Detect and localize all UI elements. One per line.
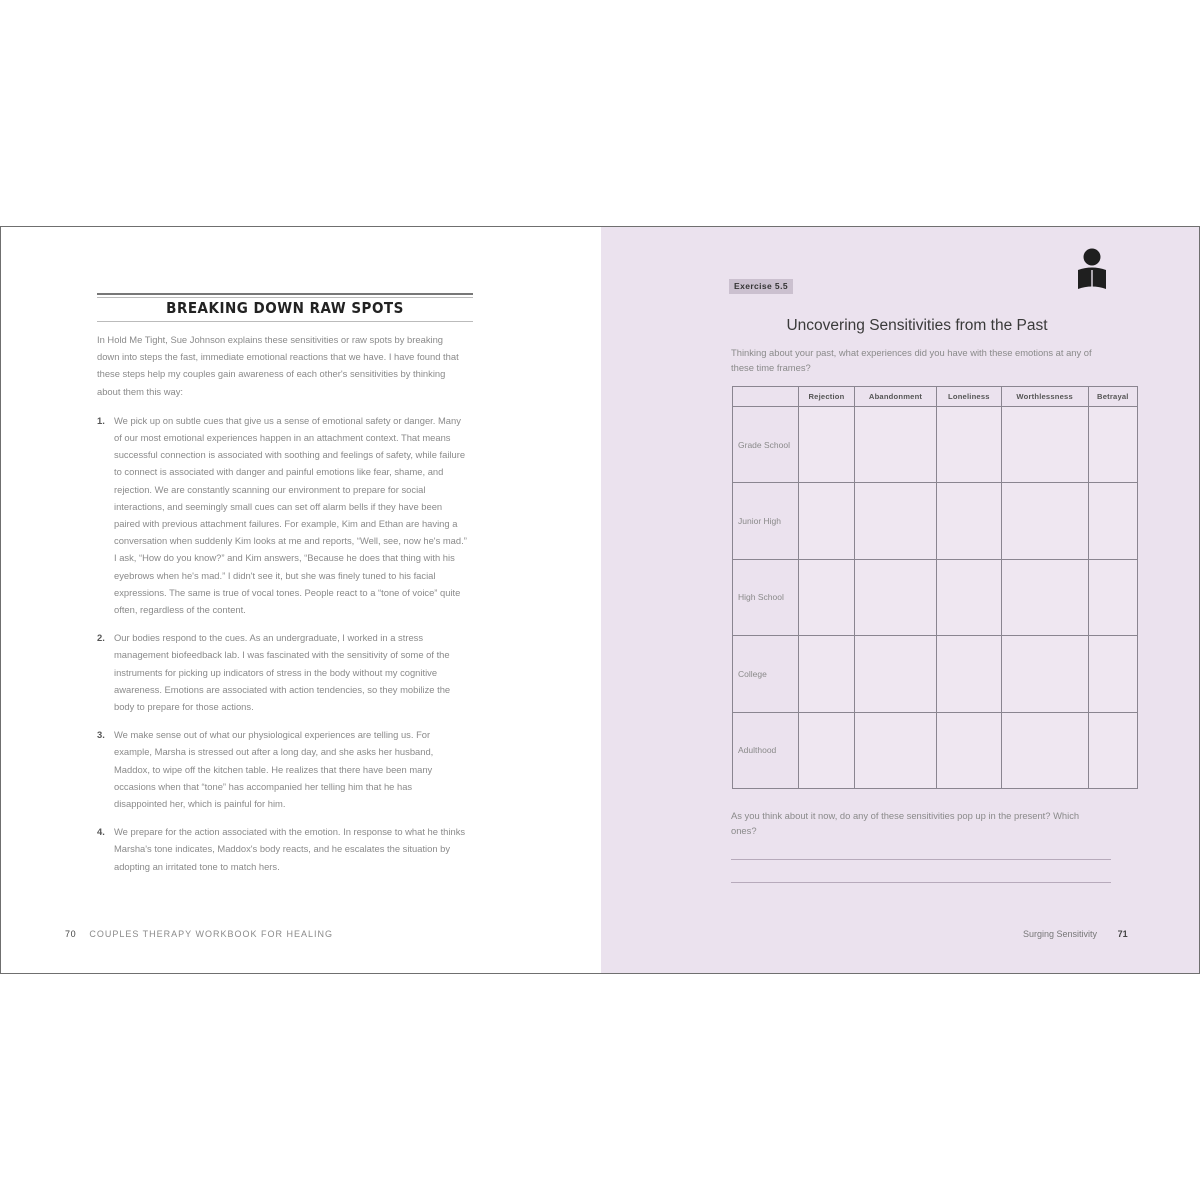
left-page xyxy=(1,227,601,973)
answer-cell[interactable] xyxy=(1088,407,1137,483)
running-header-chapter: Surging Sensitivity xyxy=(1023,929,1098,939)
table-header-row xyxy=(733,387,1138,407)
column-header: Betrayal xyxy=(1088,387,1137,407)
list-number: 3. xyxy=(97,729,105,741)
answer-cell[interactable] xyxy=(799,483,855,559)
list-item-text: Our bodies respond to the cues. As an undergraduate, I worked in a stress management biofeedback lab. I was fascinated with the sensitivity of some of the instruments for picking up indicators of stress in the body without my cognitive awareness. Emotions are associated with action tendencies, so they mobilize the body to prepare for those actions. xyxy=(114,632,451,713)
table-row xyxy=(733,559,1138,635)
title-rule xyxy=(97,297,473,298)
person-reading-icon xyxy=(1075,248,1109,292)
book-spread xyxy=(0,226,1200,974)
table-row xyxy=(733,407,1138,483)
list-item-text: We pick up on subtle cues that give us a sense of emotional safety or danger. Many of our most emotional experiences happen in an attachment context. That means successful connection is associated with soothing and feelings of safety, while failure to connect is associated with danger and painful emotions like fear, shame, and rejection. We are constantly scanning our environment to prepare for social interactions, and seemingly small cues can set off alarm bells if they have been paired with previous attachment failures. For example, Kim and Ethan are having a conversation when suddenly Kim looks at me and reports, “Well, see, now he's mad.” I ask, “How do you know?” and Kim answers, “Because he does that thing with his eyebrows when he's mad.” I didn't see it, but she was finely tuned to his facial expressions. The same is true of vocal tones. People react to a “tone of voice” quite often, regardless of the content. xyxy=(114,414,467,616)
answer-cell[interactable] xyxy=(799,636,855,712)
list-number: 4. xyxy=(97,826,105,838)
table-row xyxy=(733,483,1138,559)
answer-cell[interactable] xyxy=(1088,712,1137,788)
column-header: Loneliness xyxy=(937,387,1002,407)
left-footer xyxy=(65,929,333,939)
answer-cell[interactable] xyxy=(937,559,1002,635)
answer-cell[interactable] xyxy=(1001,483,1088,559)
page-number: 71 xyxy=(1117,929,1128,939)
right-page xyxy=(601,227,1199,973)
answer-cell[interactable] xyxy=(1001,559,1088,635)
body-text xyxy=(97,331,467,886)
exercise-title: Uncovering Sensitivities from the Past xyxy=(786,317,1048,334)
table-row xyxy=(733,636,1138,712)
follow-up-question: As you think about it now, do any of these sensitivities pop up in the present? Which ones? xyxy=(731,810,1080,836)
answer-cell[interactable] xyxy=(1088,559,1137,635)
section-title-text: BREAKING DOWN RAW SPOTS xyxy=(166,299,404,317)
answer-cell[interactable] xyxy=(1001,407,1088,483)
list-item xyxy=(97,629,467,715)
answer-line[interactable] xyxy=(731,882,1111,883)
page-number: 70 xyxy=(65,929,77,939)
list-number: 2. xyxy=(97,632,105,644)
row-header: High School xyxy=(733,559,799,635)
list-item xyxy=(97,726,467,812)
answer-cell[interactable] xyxy=(937,483,1002,559)
answer-cell[interactable] xyxy=(937,712,1002,788)
list-number: 1. xyxy=(97,414,105,426)
answer-cell[interactable] xyxy=(1001,712,1088,788)
list-item xyxy=(97,412,467,618)
answer-cell[interactable] xyxy=(854,483,936,559)
intro-paragraph: In Hold Me Tight, Sue Johnson explains these sensitivities or raw spots by breaking down into steps the fast, immediate emotional reactions that we have. I have found that these steps help my couples gain awareness of each other's sensitivities by thinking about them this way: xyxy=(97,334,459,397)
table-row xyxy=(733,712,1138,788)
answer-cell[interactable] xyxy=(854,407,936,483)
answer-cell[interactable] xyxy=(799,559,855,635)
answer-cell[interactable] xyxy=(799,407,855,483)
list-item-text: We make sense out of what our physiological experiences are telling us. For example, Marsha is stressed out after a long day, and she asks her husband, Maddox, to wipe off the kitchen table. He realizes that there have been many occasions when that “tone” has accompanied her telling him that he has disappointed her, which is painful for him. xyxy=(114,729,434,810)
answer-line[interactable] xyxy=(731,859,1111,860)
column-header: Rejection xyxy=(799,387,855,407)
exercise-badge: Exercise 5.5 xyxy=(729,279,793,294)
sensitivity-table xyxy=(732,386,1138,789)
column-header: Abandonment xyxy=(854,387,936,407)
right-footer xyxy=(1023,929,1128,939)
answer-cell[interactable] xyxy=(854,712,936,788)
section-title xyxy=(97,293,473,322)
answer-cell[interactable] xyxy=(799,712,855,788)
answer-cell[interactable] xyxy=(1088,483,1137,559)
steps-list xyxy=(97,412,467,875)
corner-cell xyxy=(733,387,799,407)
answer-cell[interactable] xyxy=(937,636,1002,712)
answer-cell[interactable] xyxy=(1001,636,1088,712)
answer-cell[interactable] xyxy=(1088,636,1137,712)
exercise-prompt: Thinking about your past, what experiences did you have with these emotions at any of these time frames? xyxy=(731,347,1092,373)
running-header-book-title: COUPLES THERAPY WORKBOOK FOR HEALING xyxy=(89,929,334,939)
answer-cell[interactable] xyxy=(937,407,1002,483)
row-header: Grade School xyxy=(733,407,799,483)
column-header: Worthlessness xyxy=(1001,387,1088,407)
list-item xyxy=(97,823,467,875)
row-header: Junior High xyxy=(733,483,799,559)
row-header: Adulthood xyxy=(733,712,799,788)
answer-cell[interactable] xyxy=(854,559,936,635)
list-item-text: We prepare for the action associated with the emotion. In response to what he thinks Marsha's tone indicates, Maddox's body reacts, and he escalates the situation by adopting an irritated tone to match hers. xyxy=(114,826,466,872)
answer-cell[interactable] xyxy=(854,636,936,712)
row-header: College xyxy=(733,636,799,712)
